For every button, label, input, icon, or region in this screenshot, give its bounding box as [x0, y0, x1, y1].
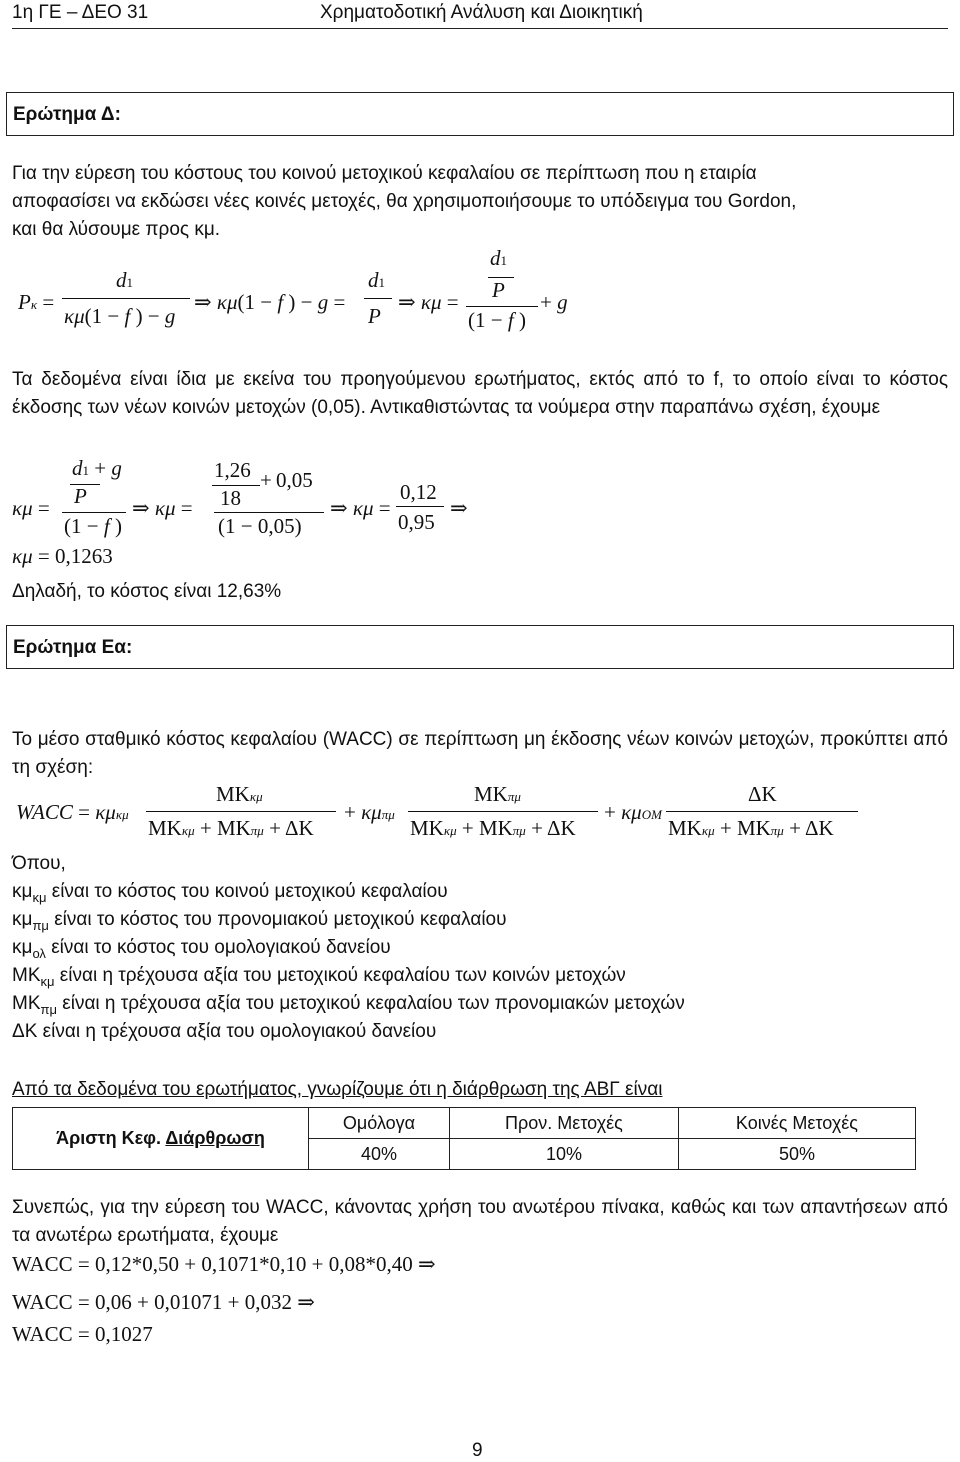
table-cell: 10%: [450, 1139, 679, 1170]
table-row: [13, 1108, 916, 1139]
structure-intro: Από τα δεδομένα του ερωτήματος, γνωρίζουμε ότι η διάρθρωση της ΑΒΓ είναι: [12, 1079, 663, 1100]
intro-line-2: αποφασίσει να εκδώσει νέες κοινές μετοχές, θα χρησιμοποιήσουμε το υπόδειγμα του Gordon,: [12, 191, 797, 212]
table-header-cell: Προν. Μετοχές: [450, 1108, 679, 1139]
definition-item: $MK_{\kappa\mu}$ είναι η τρέχουσα αξία του μετοχικού κεφαλαίου των κοινών μετοχών: [12, 965, 626, 989]
calc-result: 0,1263: [54, 544, 113, 568]
page-header: [12, 0, 948, 29]
intro-line-1: Για την εύρεση του κόστους του κοινού μετοχικού κεφαλαίου σε περίπτωση που η εταιρία: [12, 163, 757, 184]
calc-denominator: 0,95: [398, 510, 435, 534]
table-header-cell: Κοινές Μετοχές: [678, 1108, 915, 1139]
calc-p: 18: [220, 486, 241, 510]
wacc-line-1: WACC = 0,12*0,50 + 0,1071*0,10 + 0,08*0,40 ⇒: [12, 1252, 436, 1276]
where-label: Όπου,: [12, 853, 66, 874]
capital-structure-table: [12, 1107, 916, 1170]
table-cell: 40%: [309, 1139, 450, 1170]
question-d-title: Ερώτημα Δ:: [6, 92, 954, 136]
question-ea-title: Ερώτημα Εα:: [6, 625, 954, 669]
header-subject: Χρηματοδοτική Ανάλυση και Διοικητική: [320, 2, 643, 23]
calc-g: 0,05: [276, 468, 313, 492]
definition-item: $\kappa\mu_{\kappa\mu}$ είναι το κόστος του κοινού μετοχικού κεφαλαίου: [12, 881, 448, 905]
wacc-line-3: WACC = 0,1027: [12, 1322, 153, 1346]
table-row-label: Άριστη Κεφ. Διάρθρωση: [13, 1108, 309, 1170]
data-explanation: Τα δεδομένα είναι ίδια με εκείνα του προηγούμενου ερωτήματος, εκτός από το f, το οποίο είναι το κόστος έκδοσης των νέων κοινών μετοχών (0,05). Αντικαθιστώντας τα νούμερα στην παραπάνω σχέση, έχουμε: [12, 369, 948, 418]
table-cell: 50%: [678, 1139, 915, 1170]
definition-item: ΔΚ είναι η τρέχουσα αξία του ομολογιακού δανείου: [12, 1021, 437, 1042]
page-number: 9: [472, 1440, 483, 1461]
definition-item: $MK_{\pi\mu}$ είναι η τρέχουσα αξία του μετοχικού κεφαλαίου των προνομιακών μετοχών: [12, 993, 685, 1017]
calc-d1: 1,26: [214, 458, 251, 482]
intro-line-3: και θα λύσουμε προς κμ.: [12, 219, 221, 240]
definition-item: $\kappa\mu_{\pi\mu}$ είναι το κόστος του προνομιακού μετοχικού κεφαλαίου: [12, 909, 507, 933]
wacc-line-2: WACC = 0,06 + 0,01071 + 0,032 ⇒: [12, 1290, 315, 1314]
header-course: 1η ΓΕ – ΔΕΟ 31: [12, 2, 149, 23]
table-header-cell: Ομόλογα: [309, 1108, 450, 1139]
calc-result-line: κμ = 0,1263: [12, 544, 113, 568]
calc-numerator: 0,12: [400, 480, 437, 504]
calc-f: 0,05: [257, 514, 295, 538]
wacc-intro: Το μέσο σταθμικό κόστος κεφαλαίου (WACC) σε περίπτωση μη έκδοσης νέων κοινών μετοχών, προκύπτει από τη σχέση:: [12, 729, 948, 778]
cost-conclusion: Δηλαδή, το κόστος είναι 12,63%: [12, 581, 282, 602]
wacc-conclusion-intro: Συνεπώς, για την εύρεση του WACC, κάνοντας χρήση του ανωτέρου πίνακα, καθώς και των απαντήσεων από τα ανωτέρω ερωτήματα, έχουμε: [12, 1197, 948, 1246]
page: 1η ΓΕ – ΔΕΟ 31 Χρηματοδοτική Ανάλυση και Διοικητική Ερώτημα Δ: Για την εύρεση του κόστους του κοινού μετοχικού κεφαλαίου σε περίπτωση που η εταιρία αποφασίσει να εκδώσει νέες κοινές μετοχές, θα χρησιμοποιήσουμε το υπόδειγμα του Gordon, και θα λύσουμε προς κμ. Pκ = d1 κμ(1 − f ) − g ⇒ κμ(1 − f ) − g = d1 P ⇒ κμ = d1 P (1 − f ) + g Τα δεδομένα είναι ίδια με εκείνα του προηγούμενου ερωτήματος, εκτός από το f, το οποίο είναι το κόστος έκδοσης των νέων κοινών μετοχών (0,05). Αντικαθιστώντας τα νούμερα στην παραπάνω σχέση, έχουμε κμ = d1 + g P (1 − f ) ⇒ κμ = 1,26 + 0,05 18 (1 − 0,05) ⇒ κμ = 0,12 0,95 ⇒ κμ = 0,1263 Δηλαδή, το κόστος είναι 12,63% Ερώτημα Εα: Το μέσο σταθμικό κόστος κεφαλαίου (WACC) σε περίπτωση μη έκδοσης νέων κοινών μετοχών, προκύπτει από τη σχέση: WACC = κμκμ ΜΚκμ ΜΚκμ + ΜΚπμ + ΔΚ + κμπμ ΜΚπμ ΜΚκμ + ΜΚπμ + ΔΚ + κμΟΜ ΔΚ ΜΚκμ + ΜΚπμ + ΔΚ Όπου, $\kappa\mu_{\kappa\mu}$ είναι το κόστος του κοινού μετοχικού κεφαλαίου $\kappa\mu_{\pi\mu}$ είναι το κόστος του προνομιακού μετοχικού κεφαλαίου $\kappa\mu_{o\lambda}$ είναι το κόστος του ομολογιακού δανείου $MK_{\kappa\mu}$ είναι η τρέχουσα αξία του μετοχικού κεφαλαίου των κοινών μετοχών $MK_{\pi\mu}$ είναι η τρέχουσα αξία του μετοχικού κεφαλαίου των προνομιακών μετοχών ΔΚ είναι η τρέχουσα αξία του ομολογιακού δανείου Από τα δεδομένα του ερωτήματος, γνωρίζουμε ότι η διάρθρωση της ΑΒΓ είναι Άριστη Κεφ. Διάρθρωση Ομόλογα Προν. Μετοχές Κοινές Μετοχές 40% 10% 50% Συνεπώς, για την εύρεση του WACC, κάνοντας χρήση του ανωτέρου πίνακα, καθώς και των απαντήσεων από τα ανωτέρω ερωτήματα, έχουμε WACC = 0,12*0,50 + 0,1071*0,10 + 0,08*0,40 ⇒ WACC = 0,06 + 0,01071 + 0,032 ⇒ WACC = 0,1027 9: [0, 0, 960, 1462]
definition-item: $\kappa\mu_{o\lambda}$ είναι το κόστος του ομολογιακού δανείου: [12, 937, 391, 961]
